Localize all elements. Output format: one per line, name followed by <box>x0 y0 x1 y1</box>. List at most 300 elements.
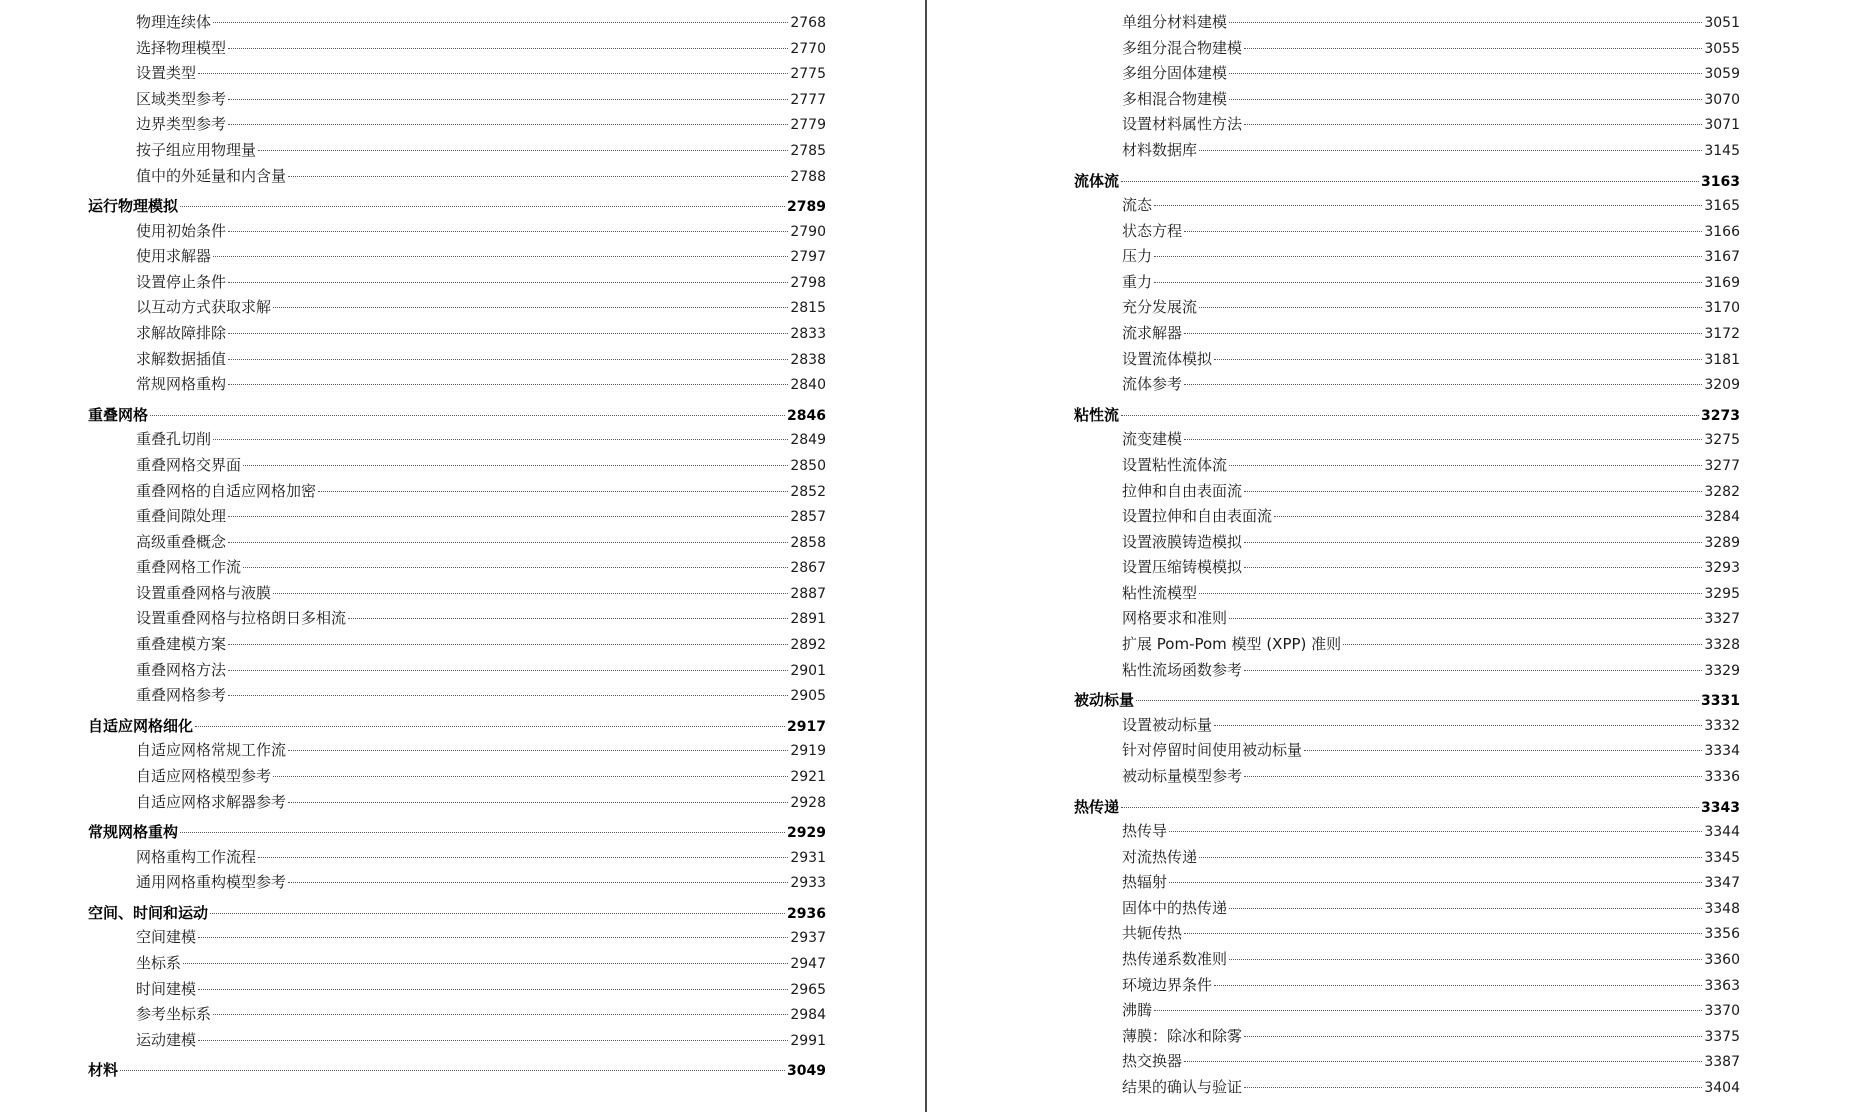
toc-page-number: 2850 <box>790 457 826 474</box>
toc-page-number: 2797 <box>790 249 826 266</box>
toc-entry-title: 设置类型 <box>136 64 197 83</box>
toc-entry-title: 多组分固体建模 <box>1122 64 1228 83</box>
toc-dot-leader <box>348 618 788 619</box>
toc-dot-leader <box>183 963 788 964</box>
toc-dot-leader <box>180 206 785 207</box>
toc-section-entry[interactable] <box>1074 479 1740 505</box>
toc-page-number: 2790 <box>790 223 826 240</box>
toc-section-entry[interactable] <box>88 164 826 190</box>
toc-dot-leader <box>213 256 788 257</box>
toc-section-entry[interactable] <box>88 738 826 764</box>
toc-page-number: 3375 <box>1704 1028 1740 1045</box>
toc-page-number: 2933 <box>790 875 826 892</box>
toc-section-entry[interactable] <box>1074 658 1740 684</box>
toc-dot-leader <box>180 832 785 833</box>
toc-dot-leader <box>1229 99 1702 100</box>
toc-entry-title: 重叠网格的自适应网格加密 <box>136 481 317 500</box>
toc-section-entry[interactable] <box>1074 738 1740 764</box>
toc-section-entry[interactable] <box>1074 36 1740 62</box>
toc-section-entry[interactable] <box>88 427 826 453</box>
toc-page-number: 2788 <box>790 168 826 185</box>
toc-entry-title: 被动标量 <box>1074 691 1135 710</box>
toc-entry-title: 参考坐标系 <box>136 1005 212 1024</box>
toc-dot-leader <box>120 1070 785 1071</box>
toc-page-number: 3328 <box>1704 637 1740 654</box>
toc-page-number: 2775 <box>790 66 826 83</box>
toc-entry-title: 重叠网格工作流 <box>136 558 242 577</box>
toc-page-number: 2785 <box>790 142 826 159</box>
toc-section-entry[interactable] <box>88 658 826 684</box>
toc-dot-leader <box>1169 882 1702 883</box>
toc-entry-title: 状态方程 <box>1122 221 1183 240</box>
toc-section-entry[interactable] <box>1074 1024 1740 1050</box>
toc-entry-title: 被动标量模型参考 <box>1122 766 1243 785</box>
toc-page-number: 2798 <box>790 274 826 291</box>
toc-entry-title: 常规网格重构 <box>88 823 179 842</box>
toc-page-number: 3181 <box>1704 351 1740 368</box>
toc-page-number: 3170 <box>1704 300 1740 317</box>
toc-entry-title: 热传递系数准则 <box>1122 950 1228 968</box>
toc-list-right <box>1074 10 1740 1101</box>
toc-dot-leader <box>1199 593 1702 594</box>
toc-section-entry[interactable] <box>1074 61 1740 87</box>
toc-section-entry[interactable] <box>88 112 826 138</box>
toc-dot-leader <box>1169 831 1702 832</box>
toc-entry-title: 流体流 <box>1074 171 1120 190</box>
toc-section-entry[interactable] <box>88 632 826 658</box>
toc-dot-leader <box>1199 307 1702 308</box>
toc-page-number: 3327 <box>1704 611 1740 628</box>
toc-chapter-entry[interactable] <box>1074 683 1740 713</box>
toc-entry-title: 薄膜：除冰和除雾 <box>1122 1026 1243 1045</box>
toc-dot-leader <box>228 384 788 385</box>
toc-section-entry[interactable] <box>1074 530 1740 556</box>
toc-entry-title: 充分发展流 <box>1122 298 1198 317</box>
toc-entry-title: 运行物理模拟 <box>88 197 179 216</box>
toc-section-entry[interactable] <box>1074 973 1740 999</box>
toc-chapter-entry[interactable] <box>1074 790 1740 820</box>
toc-dot-leader <box>1244 670 1702 671</box>
toc-chapter-entry[interactable] <box>1074 398 1740 428</box>
toc-dot-leader <box>1274 516 1702 517</box>
toc-dot-leader <box>1121 807 1699 808</box>
toc-page-number: 3071 <box>1704 117 1740 134</box>
toc-entry-title: 多组分混合物建模 <box>1122 38 1243 57</box>
toc-chapter-entry[interactable] <box>88 896 826 926</box>
toc-page-number: 3347 <box>1704 875 1740 892</box>
toc-entry-title: 值中的外延量和内含量 <box>136 166 287 185</box>
toc-section-entry[interactable] <box>1074 555 1740 581</box>
toc-section-entry[interactable] <box>88 295 826 321</box>
toc-dot-leader <box>1244 491 1702 492</box>
toc-section-entry[interactable] <box>1074 845 1740 871</box>
toc-dot-leader <box>213 1014 788 1015</box>
toc-page-number: 2919 <box>790 743 826 760</box>
toc-dot-leader <box>228 48 788 49</box>
toc-section-entry[interactable] <box>1074 870 1740 896</box>
toc-dot-leader <box>228 359 788 360</box>
toc-section-entry[interactable] <box>88 1002 826 1028</box>
toc-chapter-entry[interactable] <box>88 189 826 219</box>
toc-page-number: 2857 <box>790 509 826 526</box>
toc-entry-title: 流变建模 <box>1122 430 1183 449</box>
toc-entry-title: 空间、时间和运动 <box>88 903 209 922</box>
toc-entry-title: 热传导 <box>1122 822 1168 841</box>
toc-dot-leader <box>213 22 788 23</box>
toc-dot-leader <box>198 989 788 990</box>
toc-page-number: 3166 <box>1704 223 1740 240</box>
toc-entry-title: 针对停留时间使用被动标量 <box>1122 741 1303 760</box>
toc-entry-title: 通用网格重构模型参考 <box>136 873 287 892</box>
toc-section-entry[interactable] <box>88 1028 826 1054</box>
toc-entry-title: 区域类型参考 <box>136 89 227 108</box>
toc-page-number: 2833 <box>790 326 826 343</box>
toc-entry-title: 扩展 Pom-Pom 模型 (XPP) 准则 <box>1122 635 1342 654</box>
toc-dot-leader <box>1214 985 1702 986</box>
toc-entry-title: 重力 <box>1122 272 1153 291</box>
toc-section-entry[interactable] <box>88 453 826 479</box>
toc-page-number: 3332 <box>1704 717 1740 734</box>
toc-section-entry[interactable] <box>1074 632 1740 658</box>
toc-section-entry[interactable] <box>88 36 826 62</box>
toc-page-number: 3167 <box>1704 249 1740 266</box>
toc-page-number: 2901 <box>790 662 826 679</box>
toc-dot-leader <box>210 913 785 914</box>
toc-entry-title: 粘性流模型 <box>1122 583 1198 602</box>
toc-entry-title: 重叠网格方法 <box>136 660 227 679</box>
toc-section-entry[interactable] <box>1074 1049 1740 1075</box>
toc-dot-leader <box>1199 150 1702 151</box>
toc-page-left <box>0 0 925 1112</box>
toc-entry-title: 设置流体模拟 <box>1122 349 1213 368</box>
toc-entry-title: 使用初始条件 <box>136 221 227 240</box>
toc-dot-leader <box>1184 439 1702 440</box>
toc-page-number: 2770 <box>790 40 826 57</box>
toc-page-number: 2815 <box>790 300 826 317</box>
toc-section-entry[interactable] <box>1074 244 1740 270</box>
toc-page-number: 3051 <box>1704 15 1740 31</box>
toc-entry-title: 拉伸和自由表面流 <box>1122 481 1243 500</box>
toc-page-number: 2867 <box>790 560 826 577</box>
toc-section-entry[interactable] <box>1074 896 1740 922</box>
toc-page-number: 3356 <box>1704 926 1740 943</box>
toc-entry-title: 设置拉伸和自由表面流 <box>1122 507 1273 526</box>
toc-dot-leader <box>1244 48 1702 49</box>
toc-entry-title: 边界类型参考 <box>136 115 227 134</box>
toc-page-number: 3145 <box>1704 142 1740 159</box>
toc-page-number: 3404 <box>1704 1079 1740 1096</box>
toc-entry-title: 重叠网格 <box>88 405 149 424</box>
toc-section-entry[interactable] <box>88 10 826 36</box>
toc-section-entry[interactable] <box>88 270 826 296</box>
toc-section-entry[interactable] <box>88 606 826 632</box>
toc-dot-leader <box>228 99 788 100</box>
toc-dot-leader <box>288 750 788 751</box>
toc-page-number: 3345 <box>1704 849 1740 866</box>
toc-entry-title: 重叠孔切削 <box>136 430 212 449</box>
toc-dot-leader <box>273 593 788 594</box>
toc-section-entry[interactable] <box>1074 504 1740 530</box>
toc-section-entry[interactable] <box>1074 921 1740 947</box>
toc-entry-title: 热传递 <box>1074 797 1120 816</box>
toc-page-number: 2840 <box>790 377 826 394</box>
toc-section-entry[interactable] <box>88 951 826 977</box>
toc-entry-title: 流态 <box>1122 196 1153 215</box>
toc-entry-title: 粘性流 <box>1074 405 1120 424</box>
toc-section-entry[interactable] <box>1074 764 1740 790</box>
toc-dot-leader <box>273 776 788 777</box>
toc-dot-leader <box>228 542 788 543</box>
toc-page-number: 2905 <box>790 688 826 705</box>
toc-dot-leader <box>1244 567 1702 568</box>
toc-dot-leader <box>1121 415 1699 416</box>
toc-section-entry[interactable] <box>1074 10 1740 36</box>
toc-section-entry[interactable] <box>1074 998 1740 1024</box>
toc-entry-title: 网格要求和准则 <box>1122 609 1228 628</box>
toc-page-number: 2991 <box>790 1032 826 1049</box>
toc-entry-title: 求解故障排除 <box>136 324 227 343</box>
toc-section-entry[interactable] <box>1074 1075 1740 1101</box>
toc-entry-title: 自适应网格求解器参考 <box>136 792 287 811</box>
toc-page-number: 2917 <box>787 718 826 735</box>
toc-entry-title: 材料 <box>88 1061 119 1080</box>
toc-page-number: 3329 <box>1704 662 1740 679</box>
toc-entry-title: 重叠网格交界面 <box>136 455 242 474</box>
toc-entry-title: 常规网格重构 <box>136 375 227 394</box>
toc-dot-leader <box>1154 256 1702 257</box>
toc-dot-leader <box>198 937 788 938</box>
toc-entry-title: 固体中的热传递 <box>1122 898 1228 917</box>
toc-dot-leader <box>228 231 788 232</box>
toc-dot-leader <box>1244 1087 1702 1088</box>
toc-entry-title: 设置压缩铸模模拟 <box>1122 558 1243 577</box>
toc-page-number: 3172 <box>1704 326 1740 343</box>
toc-page-number: 3344 <box>1704 824 1740 841</box>
toc-section-entry[interactable] <box>88 347 826 373</box>
toc-section-entry[interactable] <box>88 372 826 398</box>
toc-chapter-entry[interactable] <box>88 815 826 845</box>
toc-page-number: 2779 <box>790 117 826 134</box>
page-divider <box>925 0 927 1112</box>
toc-entry-title: 热交换器 <box>1122 1052 1183 1071</box>
toc-dot-leader <box>1229 465 1702 466</box>
toc-section-entry[interactable] <box>88 219 826 245</box>
toc-section-entry[interactable] <box>88 87 826 113</box>
toc-chapter-entry[interactable] <box>88 398 826 428</box>
toc-page-number: 3295 <box>1704 585 1740 602</box>
toc-page-number: 3163 <box>1701 173 1740 190</box>
toc-section-entry[interactable] <box>1074 713 1740 739</box>
toc-entry-title: 设置停止条件 <box>136 272 227 291</box>
toc-section-entry[interactable] <box>88 504 826 530</box>
toc-page-number: 2929 <box>787 825 826 842</box>
toc-section-entry[interactable] <box>88 321 826 347</box>
toc-dot-leader <box>1229 73 1702 74</box>
toc-dot-leader <box>273 307 788 308</box>
toc-dot-leader <box>1229 618 1702 619</box>
toc-page-number: 2838 <box>790 351 826 368</box>
toc-dot-leader <box>1184 231 1702 232</box>
toc-dot-leader <box>1136 700 1699 701</box>
toc-section-entry[interactable] <box>1074 321 1740 347</box>
toc-dot-leader <box>1244 542 1702 543</box>
toc-entry-title: 运动建模 <box>136 1030 197 1049</box>
toc-section-entry[interactable] <box>1074 427 1740 453</box>
toc-page-number: 2891 <box>790 611 826 628</box>
toc-dot-leader <box>288 882 788 883</box>
toc-entry-title: 共轭传热 <box>1122 924 1183 943</box>
toc-section-entry[interactable] <box>1074 947 1740 973</box>
toc-page-number: 2768 <box>790 15 826 31</box>
toc-dot-leader <box>1214 359 1702 360</box>
toc-entry-title: 设置重叠网格与拉格朗日多相流 <box>136 609 347 628</box>
toc-entry-title: 结果的确认与验证 <box>1122 1077 1243 1096</box>
toc-dot-leader <box>1184 1061 1702 1062</box>
toc-page-number: 3293 <box>1704 560 1740 577</box>
toc-entry-title: 重叠间隙处理 <box>136 507 227 526</box>
toc-chapter-entry[interactable] <box>1074 164 1740 194</box>
toc-entry-title: 设置重叠网格与液膜 <box>136 583 272 602</box>
toc-entry-title: 重叠网格参考 <box>136 686 227 705</box>
toc-dot-leader <box>258 857 788 858</box>
toc-section-entry[interactable] <box>1074 819 1740 845</box>
toc-entry-title: 求解数据插值 <box>136 349 227 368</box>
toc-section-entry[interactable] <box>88 138 826 164</box>
toc-entry-title: 自适应网格细化 <box>88 716 194 735</box>
toc-entry-title: 单组分材料建模 <box>1122 13 1228 31</box>
toc-entry-title: 环境边界条件 <box>1122 975 1213 994</box>
toc-section-entry[interactable] <box>1074 581 1740 607</box>
toc-dot-leader <box>1184 384 1702 385</box>
toc-dot-leader <box>1199 857 1702 858</box>
toc-entry-title: 设置被动标量 <box>1122 715 1213 734</box>
toc-dot-leader <box>1214 725 1702 726</box>
toc-dot-leader <box>195 726 785 727</box>
toc-section-entry[interactable] <box>88 845 826 871</box>
toc-entry-title: 自适应网格模型参考 <box>136 766 272 785</box>
toc-section-entry[interactable] <box>88 790 826 816</box>
toc-section-entry[interactable] <box>1074 606 1740 632</box>
toc-dot-leader <box>243 465 788 466</box>
toc-section-entry[interactable] <box>88 683 826 709</box>
toc-page-number: 3273 <box>1701 407 1740 424</box>
toc-entry-title: 热辐射 <box>1122 873 1168 892</box>
toc-section-entry[interactable] <box>88 61 826 87</box>
toc-section-entry[interactable] <box>1074 219 1740 245</box>
toc-section-entry[interactable] <box>88 977 826 1003</box>
toc-section-entry[interactable] <box>1074 295 1740 321</box>
toc-section-entry[interactable] <box>1074 372 1740 398</box>
toc-entry-title: 粘性流场函数参考 <box>1122 660 1243 679</box>
toc-chapter-entry[interactable] <box>88 709 826 739</box>
toc-page-number: 3055 <box>1704 40 1740 57</box>
toc-page-right <box>928 0 1853 1112</box>
toc-entry-title: 自适应网格常规工作流 <box>136 741 287 760</box>
toc-section-entry[interactable] <box>1074 453 1740 479</box>
toc-entry-title: 选择物理模型 <box>136 38 227 57</box>
toc-entry-title: 高级重叠概念 <box>136 532 227 551</box>
toc-page-number: 3165 <box>1704 198 1740 215</box>
toc-entry-title: 沸腾 <box>1122 1001 1153 1020</box>
toc-dot-leader <box>228 644 788 645</box>
toc-page-number: 3070 <box>1704 91 1740 108</box>
toc-section-entry[interactable] <box>88 244 826 270</box>
toc-page-number: 2965 <box>790 981 826 998</box>
toc-section-entry[interactable] <box>1074 87 1740 113</box>
toc-entry-title: 网格重构工作流程 <box>136 847 257 866</box>
toc-page-number: 3334 <box>1704 743 1740 760</box>
toc-entry-title: 使用求解器 <box>136 247 212 266</box>
toc-dot-leader <box>258 150 788 151</box>
toc-entry-title: 设置粘性流体流 <box>1122 455 1228 474</box>
toc-page-number: 2846 <box>787 407 826 424</box>
toc-dot-leader <box>288 176 788 177</box>
toc-page-number: 3059 <box>1704 66 1740 83</box>
toc-entry-title: 材料数据库 <box>1122 140 1198 159</box>
toc-page-number: 3284 <box>1704 509 1740 526</box>
toc-list-left <box>88 10 826 1083</box>
toc-entry-title: 对流热传递 <box>1122 847 1198 866</box>
toc-section-entry[interactable] <box>1074 138 1740 164</box>
toc-dot-leader <box>198 73 788 74</box>
toc-section-entry[interactable] <box>88 555 826 581</box>
toc-page-number: 2777 <box>790 91 826 108</box>
toc-entry-title: 设置材料属性方法 <box>1122 115 1243 134</box>
toc-section-entry[interactable] <box>88 764 826 790</box>
toc-dot-leader <box>213 439 788 440</box>
toc-dot-leader <box>198 1040 788 1041</box>
toc-page-number: 3169 <box>1704 274 1740 291</box>
toc-section-entry[interactable] <box>88 581 826 607</box>
toc-page-number: 3348 <box>1704 900 1740 917</box>
toc-entry-title: 时间建模 <box>136 979 197 998</box>
toc-section-entry[interactable] <box>1074 193 1740 219</box>
toc-page-number: 3289 <box>1704 534 1740 551</box>
toc-page-number: 2887 <box>790 585 826 602</box>
toc-page-number: 3387 <box>1704 1054 1740 1071</box>
toc-dot-leader <box>228 695 788 696</box>
toc-section-entry[interactable] <box>88 479 826 505</box>
toc-entry-title: 压力 <box>1122 247 1153 266</box>
toc-page-number: 3275 <box>1704 432 1740 449</box>
toc-entry-title: 流求解器 <box>1122 324 1183 343</box>
toc-chapter-entry[interactable] <box>88 1053 826 1083</box>
toc-dot-leader <box>228 282 788 283</box>
toc-dot-leader <box>228 670 788 671</box>
toc-dot-leader <box>228 516 788 517</box>
toc-section-entry[interactable] <box>1074 112 1740 138</box>
toc-page-number: 3277 <box>1704 457 1740 474</box>
toc-dot-leader <box>1184 333 1702 334</box>
toc-section-entry[interactable] <box>88 530 826 556</box>
toc-entry-title: 以互动方式获取求解 <box>136 298 272 317</box>
toc-section-entry[interactable] <box>88 870 826 896</box>
toc-dot-leader <box>1121 181 1699 182</box>
toc-entry-title: 流体参考 <box>1122 375 1183 394</box>
toc-section-entry[interactable] <box>1074 347 1740 373</box>
toc-entry-title: 多相混合物建模 <box>1122 89 1228 108</box>
toc-page-number: 2947 <box>790 955 826 972</box>
toc-dot-leader <box>1229 22 1702 23</box>
toc-page-number: 3360 <box>1704 952 1740 968</box>
toc-page-number: 3049 <box>787 1063 826 1080</box>
toc-page-number: 3209 <box>1704 377 1740 394</box>
toc-page-number: 2937 <box>790 930 826 947</box>
toc-section-entry[interactable] <box>1074 270 1740 296</box>
toc-page-number: 3331 <box>1701 693 1740 710</box>
toc-dot-leader <box>1184 933 1702 934</box>
toc-page-number: 3282 <box>1704 483 1740 500</box>
